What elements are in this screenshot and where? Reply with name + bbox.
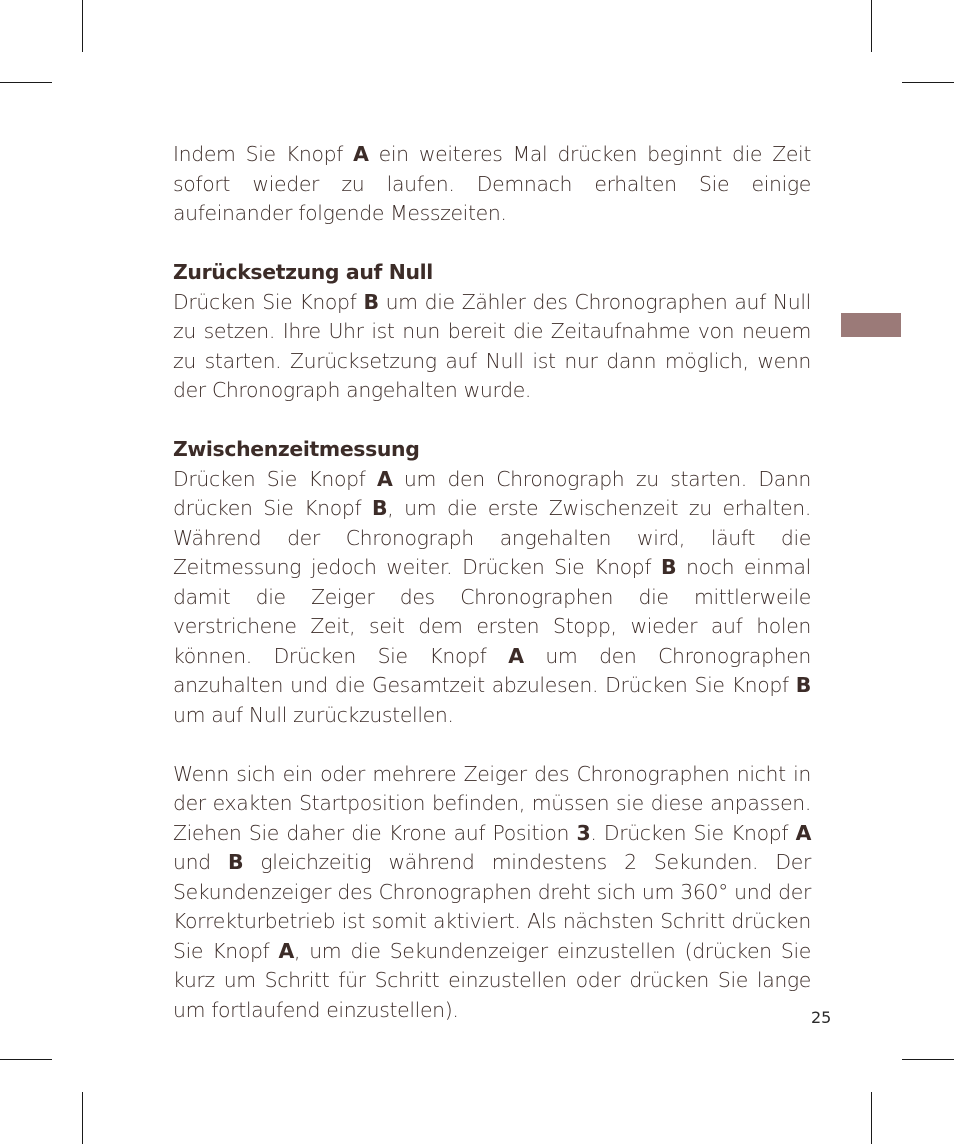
text-run: um auf Null zurückzustellen. (173, 702, 454, 727)
text-run: , um die erste Zwischenzeit zu erhalten. Während der Chronograph angehalten wird, läuft die Zeitmessung jedoch weiter. Drücken Sie Knopf (173, 496, 812, 579)
button-label-b: B (227, 850, 244, 874)
crop-mark-bottom-right-horizontal (902, 1059, 954, 1060)
text-run: um den Chronograph zu starten. Dann drücken Sie Knopf (173, 466, 811, 520)
text-run: gleichzeitig während mindestens 2 Sekunden. Der Sekundenzeiger des Chronographen dreht sich um 360° und der Korrekturbetrieb ist somit aktiviert. Als nächsten Schritt drücken Sie Knopf (173, 850, 811, 963)
button-label-a: A (353, 142, 369, 166)
button-label-a: A (508, 643, 524, 668)
button-label-a: A (278, 938, 294, 963)
text-run: Drücken Sie Knopf (173, 289, 364, 314)
page-number: 25 (811, 1008, 832, 1027)
paragraph-split-time (173, 465, 811, 731)
text-run: und (173, 850, 228, 874)
paragraph-restart (173, 140, 811, 229)
text-run: Indem Sie Knopf (173, 142, 354, 166)
text-run: , um die Sekundenzeiger einzustellen (drücken Sie kurz um Schritt für Schritt einzustellen oder drücken Sie lange um fortlaufend einzustellen). (173, 938, 811, 1022)
text-run: . Drücken Sie Knopf (590, 820, 796, 845)
crop-mark-top-right-vertical (871, 0, 872, 52)
paragraph-hand-adjustment (173, 760, 811, 1026)
button-label-a: A (795, 820, 811, 845)
button-label-b: B (661, 555, 677, 579)
crop-mark-bottom-left-horizontal (0, 1059, 52, 1060)
button-label-b: B (795, 673, 811, 697)
button-label-b: B (372, 496, 388, 520)
text-run: Wenn sich ein oder mehrere Zeiger des Chronographen nicht in der exakten Startposition befinden, müssen sie diese anpassen. Ziehen Sie daher die Krone auf Position (173, 761, 811, 845)
crop-mark-top-right-horizontal (902, 82, 954, 83)
crop-mark-top-left-horizontal (0, 82, 52, 83)
paragraph-reset (173, 288, 811, 406)
button-label-b: B (363, 289, 379, 314)
heading-split-time: Zwischenzeitmessung (173, 437, 420, 461)
button-label-a: A (376, 466, 393, 491)
crown-position-label: 3 (576, 820, 591, 845)
crop-mark-bottom-right-vertical (871, 1092, 872, 1144)
text-run: um die Zähler des Chronographen auf Null zu setzen. Ihre Uhr ist nun bereit die Zeitaufnahme von neuem zu starten. Zurücksetzung auf Null ist nur dann möglich, wenn der Chronograph angehalten wurde. (173, 289, 811, 402)
text-run: ein weiteres Mal drücken beginnt die Zeit sofort wieder zu laufen. Demnach erhalten Sie einige aufeinander folgende Messzeiten. (173, 142, 811, 225)
page-body (173, 140, 811, 1025)
heading-reset: Zurücksetzung auf Null (173, 260, 433, 284)
crop-mark-top-left-vertical (82, 0, 83, 52)
text-run: noch einmal damit die Zeiger des Chronographen die mittlerweile verstrichene Zeit, seit dem ersten Stopp, wieder auf holen können. Drücken Sie Knopf (173, 555, 811, 668)
text-run: Drücken Sie Knopf (173, 466, 377, 491)
text-run: um den Chronographen anzuhalten und die Gesamtzeit abzulesen. Drücken Sie Knopf (173, 643, 812, 697)
crop-mark-bottom-left-vertical (82, 1092, 83, 1144)
section-tab-marker (841, 313, 901, 337)
